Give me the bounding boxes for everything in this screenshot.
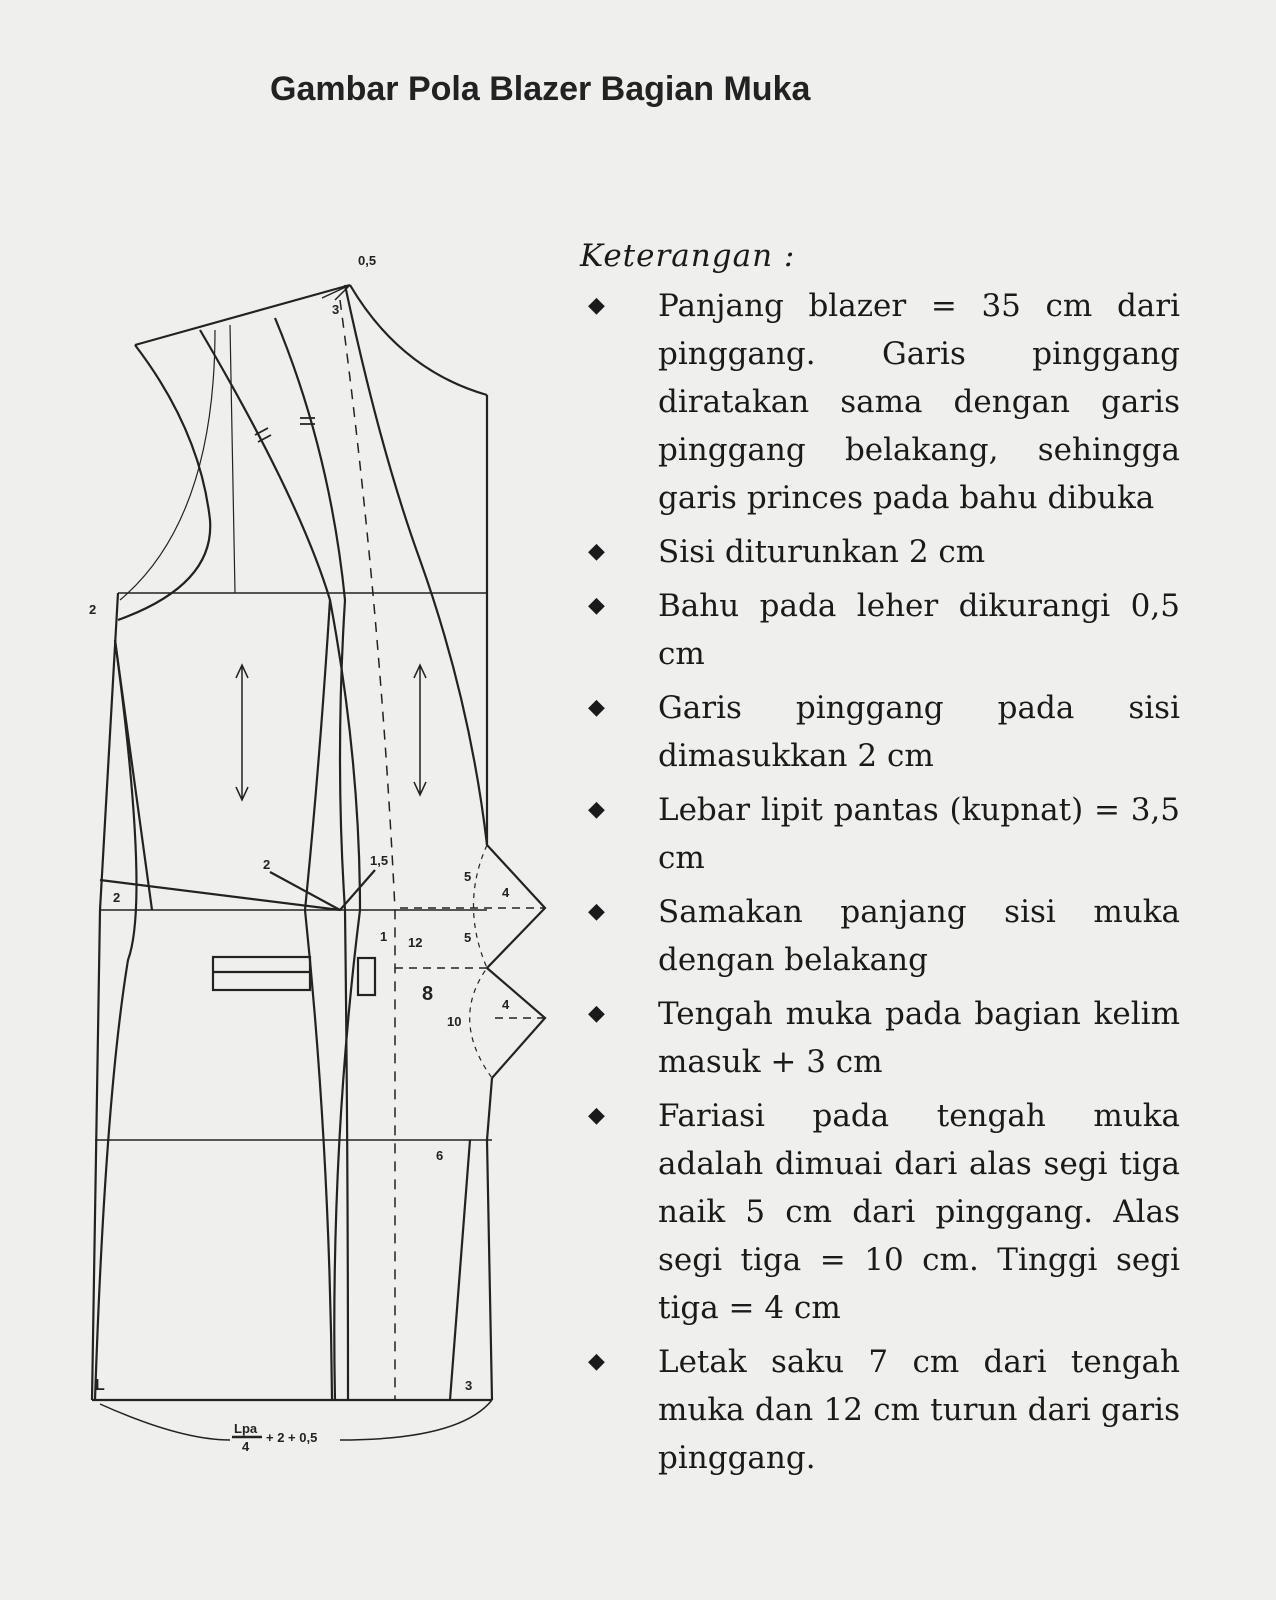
list-item	[580, 282, 1180, 522]
grainline-arrow-right	[414, 665, 426, 795]
armhole-curve	[118, 345, 210, 620]
front-panel-line	[345, 285, 487, 845]
label-triangle-lower-height: 5	[464, 930, 472, 945]
label-hem-right: 3	[465, 1378, 473, 1393]
note-text: Panjang blazer = 35 cm dari pinggang. Garis pinggang diratakan sama dengan garis pinggang belakang, sehingga garis princes pada bahu dibuka	[658, 288, 1180, 516]
label-pocket-offset: 1	[380, 929, 388, 944]
label-hem-left: L	[95, 1377, 105, 1394]
dart-waist	[100, 870, 375, 910]
list-item	[580, 990, 1180, 1086]
note-text: Lebar lipit pantas (kupnat) = 3,5 cm	[658, 792, 1180, 876]
note-text: Bahu pada leher dikurangi 0,5 cm	[658, 588, 1180, 672]
label-shoulder-reduction: 0,5	[358, 253, 377, 268]
shoulder-line	[135, 285, 350, 345]
label-dart-left: 2	[263, 857, 271, 872]
grainline-arrow-left	[236, 665, 248, 800]
label-pocket-distance: 8	[422, 983, 434, 1005]
blazer-front-pattern-diagram	[0, 0, 600, 1500]
label-triangle-upper-base: 4	[502, 885, 510, 900]
list-item	[580, 582, 1180, 678]
label-armhole-side: 2	[89, 602, 97, 617]
formula-numerator: Lpa	[234, 1421, 258, 1436]
label-neck-point: 3	[332, 302, 340, 317]
notes-heading: Keterangan :	[580, 238, 796, 274]
side-waist-line	[115, 640, 152, 910]
diamond-bullet-icon: ◆	[588, 593, 605, 618]
triangle-dashes	[395, 908, 545, 1018]
list-item	[580, 528, 1180, 576]
note-text: Fariasi pada tengah muka adalah dimuai dari alas segi tiga naik 5 cm dari pinggang. Alas segi tiga = 10 cm. Tinggi segi tiga = 4 cm	[658, 1098, 1180, 1326]
list-item	[580, 888, 1180, 984]
neckline	[350, 285, 487, 395]
lower-front-edge	[487, 1078, 492, 1400]
list-item	[580, 1338, 1180, 1482]
diamond-bullet-icon: ◆	[588, 1103, 605, 1128]
page-title: Gambar Pola Blazer Bagian Muka	[270, 70, 811, 108]
triangle-arcs	[470, 845, 492, 1078]
formula-denominator: 4	[242, 1439, 250, 1454]
princess-line-right	[275, 318, 348, 1400]
triangle-upper	[487, 845, 545, 968]
diamond-bullet-icon: ◆	[588, 1349, 605, 1374]
diamond-bullet-icon: ◆	[588, 293, 605, 318]
diamond-bullet-icon: ◆	[588, 1001, 605, 1026]
label-side-drop: 2	[113, 890, 121, 905]
note-text: Tengah muka pada bagian kelim masuk + 3 cm	[658, 996, 1180, 1080]
diamond-bullet-icon: ◆	[588, 797, 605, 822]
label-curve-base: 10	[447, 1014, 462, 1029]
list-item	[580, 1092, 1180, 1332]
note-text: Samakan panjang sisi muka dengan belakang	[658, 894, 1180, 978]
triangle-lower	[487, 968, 545, 1078]
pocket-tab	[358, 958, 375, 995]
side-seam	[92, 593, 121, 1400]
note-text: Letak saku 7 cm dari tengah muka dan 12 cm turun dari garis pinggang.	[658, 1344, 1180, 1476]
diamond-bullet-icon: ◆	[588, 539, 605, 564]
diamond-bullet-icon: ◆	[588, 695, 605, 720]
armhole-guide	[120, 325, 235, 600]
note-text: Sisi diturunkan 2 cm	[658, 534, 986, 570]
notes-section	[580, 238, 1180, 1488]
pocket-flap	[213, 957, 310, 990]
diamond-bullet-icon: ◆	[588, 899, 605, 924]
formula-rest: + 2 + 0,5	[266, 1430, 318, 1445]
note-text: Garis pinggang pada sisi dimasukkan 2 cm	[658, 690, 1180, 774]
label-hip-curve: 6	[436, 1148, 444, 1163]
label-triangle-lower-base: 4	[502, 997, 510, 1012]
label-pocket-drop: 12	[408, 935, 423, 950]
label-triangle-upper-height: 5	[464, 869, 472, 884]
list-item	[580, 684, 1180, 780]
notch-marks	[255, 418, 315, 442]
hem-right-taper	[450, 1140, 473, 1400]
label-dart-right: 1,5	[370, 853, 389, 868]
list-item	[580, 786, 1180, 882]
notes-list	[580, 282, 1180, 1482]
